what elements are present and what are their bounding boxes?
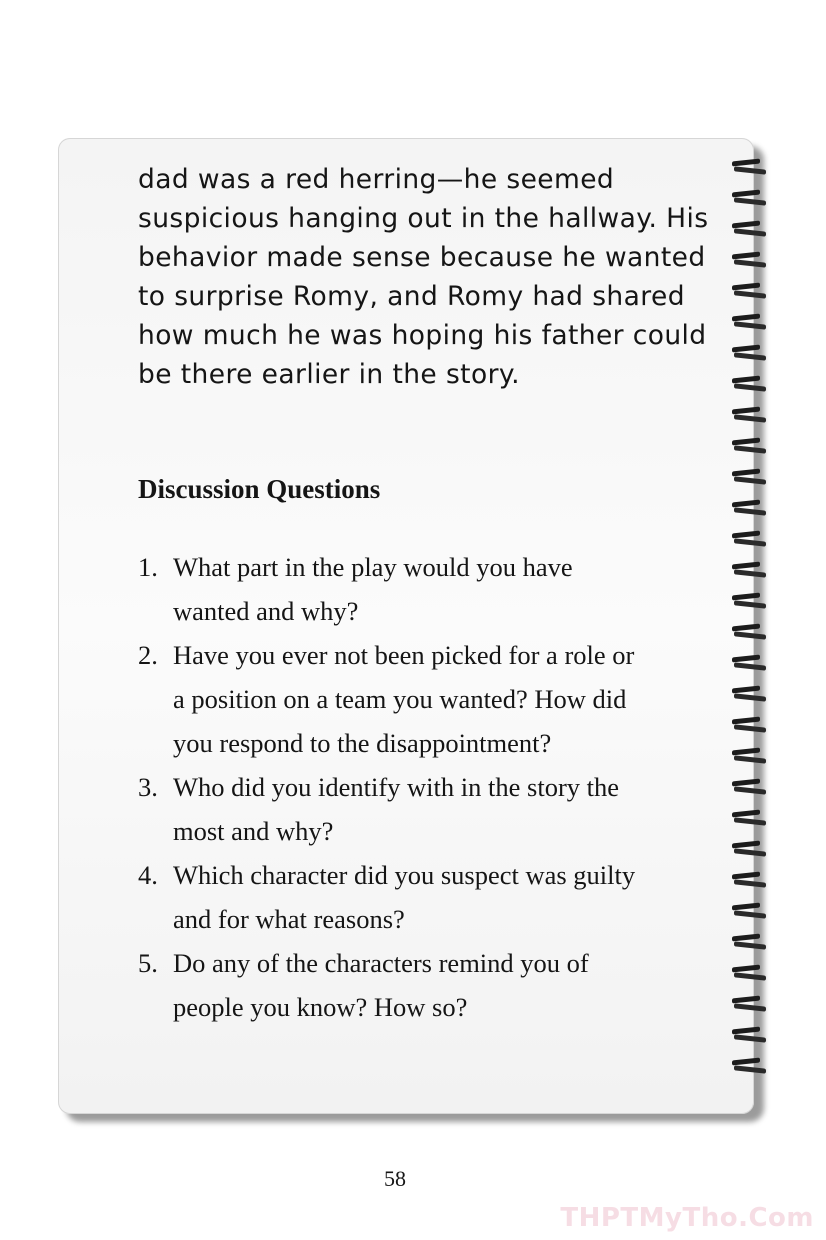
spiral-binding-icon: [732, 904, 768, 918]
spiral-binding-icon: [732, 315, 768, 329]
question-line: Have you ever not been picked for a role or: [173, 640, 635, 670]
question-number: 1.: [138, 552, 158, 582]
question-number: 5.: [138, 948, 158, 978]
spiral-binding-icon: [732, 470, 768, 484]
question-line: most and why?: [173, 816, 334, 846]
question-item: [138, 633, 728, 765]
question-line: and for what reasons?: [173, 904, 405, 934]
spiral-binding-icon: [732, 594, 768, 608]
spiral-binding-icon: [732, 1028, 768, 1042]
spiral-binding-icon: [732, 625, 768, 639]
spiral-binding-icon: [732, 656, 768, 670]
spiral-binding-icon: [732, 532, 768, 546]
question-number: 2.: [138, 640, 158, 670]
spiral-binding-icon: [732, 811, 768, 825]
page-number: 58: [384, 1166, 406, 1191]
question-list: [138, 545, 728, 1029]
story-line: suspicious hanging out in the hallway. His: [138, 203, 709, 234]
section-heading: Discussion Questions: [138, 474, 381, 504]
question-item: [138, 765, 728, 853]
spiral-binding-icon: [732, 563, 768, 577]
spiral-binding-icon: [732, 222, 768, 236]
spiral-binding-icon: [732, 346, 768, 360]
spiral-binding-icon: [732, 1059, 768, 1073]
spiral-binding-icon: [732, 253, 768, 267]
question-line: a position on a team you wanted? How did: [173, 684, 627, 714]
spiral-binding-icon: [732, 408, 768, 422]
question-line: What part in the play would you have: [173, 552, 573, 582]
question-item: [138, 853, 728, 941]
question-line: you respond to the disappointment?: [173, 728, 552, 758]
question-item: [138, 545, 728, 633]
spiral-binding-icon: [732, 501, 768, 515]
spiral-binding-icon: [732, 873, 768, 887]
question-number: 4.: [138, 860, 158, 890]
question-line: Do any of the characters remind you of: [173, 948, 589, 978]
question-line: Who did you identify with in the story the: [173, 772, 620, 802]
story-paragraph: [138, 160, 718, 394]
spiral-binding-icon: [732, 687, 768, 701]
story-line: to surprise Romy, and Romy had shared: [138, 281, 685, 312]
spiral-binding-icon: [732, 284, 768, 298]
story-line: dad was a red herring—he seemed: [138, 164, 615, 195]
question-line: Which character did you suspect was guilty: [173, 860, 636, 890]
spiral-binding-icon: [732, 842, 768, 856]
spiral-binding-icon: [732, 966, 768, 980]
question-item: [138, 941, 728, 1029]
spiral-binding-icon: [732, 935, 768, 949]
story-line: behavior made sense because he wanted: [138, 242, 706, 273]
spiral-binding: [728, 160, 778, 1090]
story-line: how much he was hoping his father could: [138, 320, 707, 351]
spiral-binding-icon: [732, 439, 768, 453]
question-number: 3.: [138, 772, 158, 802]
spiral-binding-icon: [732, 749, 768, 763]
question-line: wanted and why?: [173, 596, 359, 626]
spiral-binding-icon: [732, 160, 768, 174]
story-line: be there earlier in the story.: [138, 359, 520, 390]
spiral-binding-icon: [732, 191, 768, 205]
spiral-binding-icon: [732, 718, 768, 732]
question-line: people you know? How so?: [173, 992, 468, 1022]
spiral-binding-icon: [732, 780, 768, 794]
spiral-binding-icon: [732, 377, 768, 391]
spiral-binding-icon: [732, 997, 768, 1011]
watermark: THPTMyTho.Com: [560, 1203, 814, 1233]
